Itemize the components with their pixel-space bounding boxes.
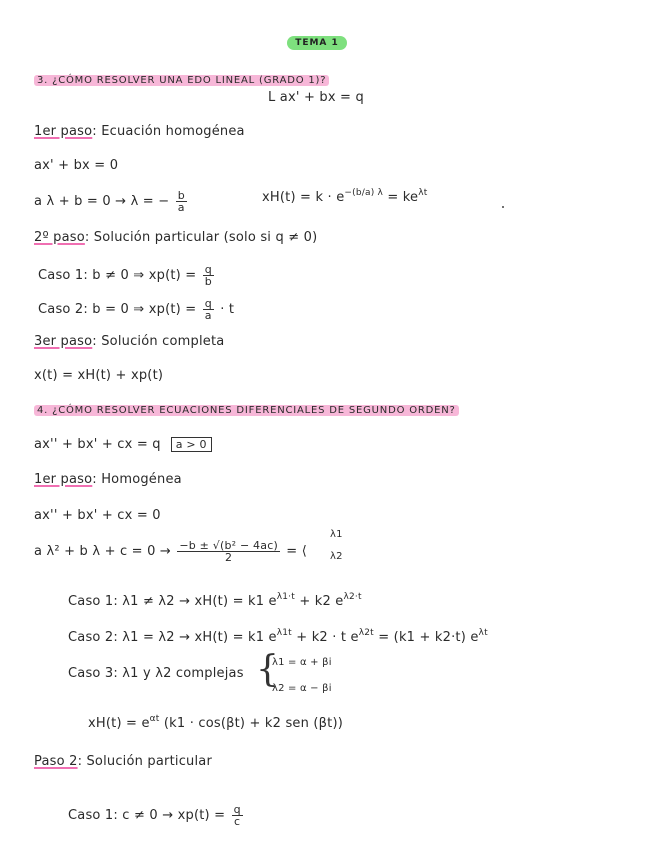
- second-order-caso-2: Caso 2: λ1 = λ2 → xH(t) = k1 $e^{\lambda 1t} + k2 \cdot t$ $e^{\lambda 2t} = (k1 + k2\cdot t)$ $e^{\lambda t}$: [68, 628, 488, 645]
- step-2-caso-1: Caso 1: b ≠ 0 ⇒ xp(t) = $\frac{q}{b}$: [38, 263, 212, 288]
- complex-root-2: λ2 = α − βi: [272, 683, 332, 694]
- condition-box: a > 0: [171, 437, 212, 452]
- complex-homogeneous-solution: $xH(t) = e^{\alpha t}$ (k1 · cos(βt) + k2 sen (βt)): [88, 714, 344, 731]
- step-1-heading: 1er paso: Ecuación homogénea: [34, 124, 245, 139]
- section-4-heading: 4. ¿CÓMO RESOLVER ECUACIONES DIFERENCIALES DE SEGUNDO ORDEN?: [34, 402, 459, 419]
- step-3-label: 3er paso: [34, 334, 93, 349]
- step-2-label: 2º paso: [34, 230, 85, 245]
- root-lambda-2: λ2: [330, 551, 343, 562]
- pen-dot: [502, 206, 504, 208]
- homogeneous-equation: ax' + bx = 0: [34, 158, 119, 173]
- section-4-equation: ax'' + bx' + cx = q a > 0: [34, 437, 212, 453]
- complex-root-1: λ1 = α + βi: [272, 657, 332, 668]
- page-title: TEMA 1: [287, 36, 347, 50]
- section-3-equation: L ax' + bx = q: [268, 90, 364, 105]
- second-order-caso-3: Caso 3: λ1 y λ2 complejas: [68, 666, 244, 681]
- lambda-fraction: $\frac{b}{a}$: [177, 189, 185, 214]
- root-lambda-1: λ1: [330, 529, 343, 540]
- step-3-heading: 3er paso: Solución completa: [34, 334, 225, 349]
- complete-solution: x(t) = xH(t) + xp(t): [34, 368, 164, 383]
- characteristic-equation: a λ + b = 0 → λ = − $\frac{b}{a}$: [34, 189, 185, 214]
- second-order-homogeneous: ax'' + bx' + cx = 0: [34, 508, 161, 523]
- step-2-heading: 2º paso: Solución particular (solo si q ≠ 0): [34, 230, 318, 245]
- second-order-characteristic: a λ² + b λ + c = 0 → $\frac{\text{−b ± √(b² − 4ac)}}{2}$ = ⟨: [34, 539, 307, 564]
- second-order-step-1-heading: 1er paso: Homogénea: [34, 472, 182, 487]
- paso-2-heading: Paso 2: Solución particular: [34, 754, 212, 769]
- brace-symbol: {: [256, 649, 279, 690]
- step-1-label: 1er paso: [34, 124, 93, 139]
- step-2-caso-2: Caso 2: b = 0 ⇒ xp(t) = $\frac{q}{a}$ · t: [38, 297, 235, 322]
- homogeneous-solution: $xH(t) = k \cdot e^{-(b/a) \lambda} = ke^{\lambda t}$: [262, 188, 428, 205]
- second-order-caso-1: Caso 1: λ1 ≠ λ2 → xH(t) = k1 $e^{\lambda 1\cdot t} + k2$ $e^{\lambda 2\cdot t}$: [68, 592, 362, 609]
- paso-2-caso-1: Caso 1: c ≠ 0 → xp(t) = $\frac{q}{c}$: [68, 803, 241, 828]
- section-3-heading: 3. ¿CÓMO RESOLVER UNA EDO LINEAL (GRADO 1)?: [34, 72, 329, 89]
